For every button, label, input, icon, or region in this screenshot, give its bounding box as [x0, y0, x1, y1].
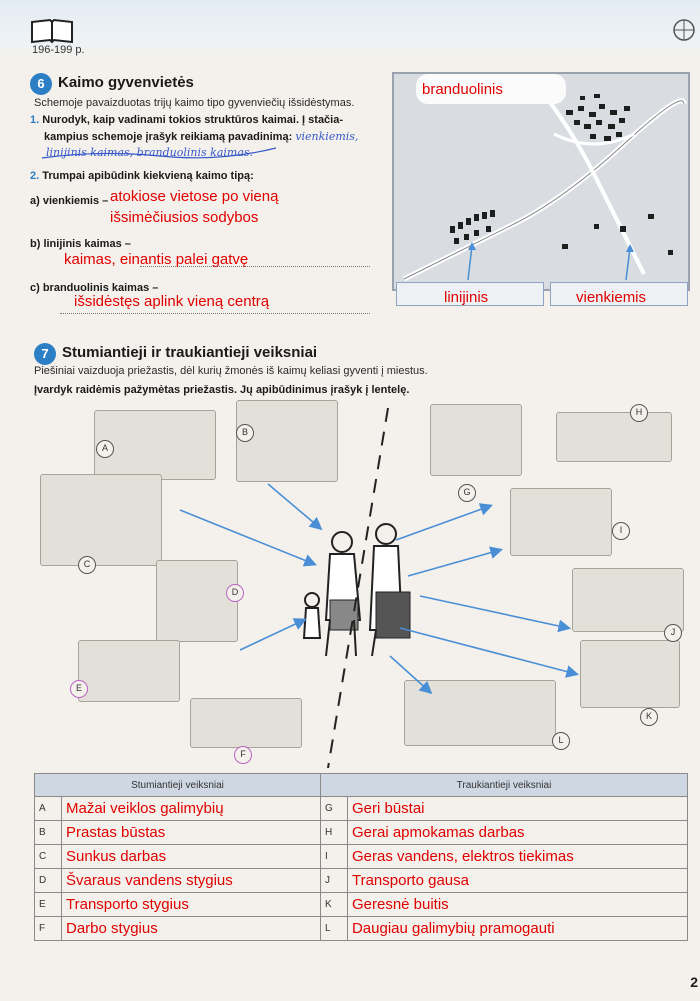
push-answer[interactable]: Darbo stygius — [62, 917, 321, 941]
section-6-number: 6 — [30, 73, 52, 95]
push-letter: E — [35, 893, 62, 917]
item-b-label: b) linijinis kaimas – — [30, 238, 131, 250]
pull-answer[interactable]: Geresnė buitis — [347, 893, 687, 917]
push-answer[interactable]: Mažai veiklos galimybių — [62, 797, 321, 821]
table-row — [35, 845, 688, 869]
task-1-handwriting-2: linijinis kaimas, branduolinis kaimas. — [46, 146, 254, 159]
section-7-task: Įvardyk raidėmis pažymėtas priežastis. Jų apibūdinimus įrašyk į lentelę. — [34, 384, 410, 396]
pull-answer[interactable]: Geri būstai — [347, 797, 687, 821]
task-1-number: 1. — [30, 114, 40, 126]
pull-letter: H — [320, 821, 347, 845]
item-c-dotted-line — [60, 312, 370, 314]
globe-icon — [672, 16, 696, 44]
pull-answer[interactable]: Geras vandens, elektros tiekimas — [347, 845, 687, 869]
picture-letter-j: J — [664, 624, 682, 642]
pull-letter: J — [320, 869, 347, 893]
map-arrows — [400, 240, 690, 284]
table-row — [35, 797, 688, 821]
picture-letter-b: B — [236, 424, 254, 442]
table-row — [35, 893, 688, 917]
pull-factors-header: Traukiantieji veiksniai — [320, 774, 687, 797]
factors-table — [34, 773, 688, 941]
pull-answer[interactable]: Gerai apmokamas darbas — [347, 821, 687, 845]
task-2-text: Trumpai apibūdink kiekvieną kaimo tipą: — [42, 170, 254, 182]
blue-underline-scribble — [40, 140, 280, 162]
picture-letter-f: F — [234, 746, 252, 764]
push-answer[interactable]: Prastas būstas — [62, 821, 321, 845]
map-label-top: branduolinis — [422, 81, 503, 98]
pull-answer[interactable]: Daugiau galimybių pramogauti — [347, 917, 687, 941]
picture-letter-i: I — [612, 522, 630, 540]
push-letter: F — [35, 917, 62, 941]
push-letter: A — [35, 797, 62, 821]
pull-letter: I — [320, 845, 347, 869]
pull-letter: G — [320, 797, 347, 821]
task-1-line1: Nurodyk, kaip vadinami tokios struktūros kaimai. Į stačia- — [42, 114, 344, 126]
push-factors-header: Stumiantieji veiksniai — [35, 774, 321, 797]
picture-letter-g: G — [458, 484, 476, 502]
task-2 — [30, 170, 254, 182]
section-6-title: Kaimo gyvenvietės — [58, 74, 194, 91]
picture-letter-d: D — [226, 584, 244, 602]
picture-letter-l: L — [552, 732, 570, 750]
pull-letter: K — [320, 893, 347, 917]
picture-letter-k: K — [640, 708, 658, 726]
item-a-label: a) vienkiemis – — [30, 195, 109, 207]
table-row — [35, 917, 688, 941]
push-letter: C — [35, 845, 62, 869]
task-2-number: 2. — [30, 170, 40, 182]
nucleated-village-houses — [566, 94, 630, 141]
task-1-handwriting-1: vienkiemis, — [295, 130, 359, 143]
map-label-right: vienkiemis — [576, 289, 647, 306]
picture-letter-e: E — [70, 680, 88, 698]
task-1 — [30, 114, 390, 126]
table-row — [35, 821, 688, 845]
page-reference: 196-199 p. — [32, 44, 85, 56]
push-answer[interactable]: Sunkus darbas — [62, 845, 321, 869]
answer-a-line2: išsimėčiusios sodybos — [110, 209, 259, 226]
answer-c: išsidėstęs aplink vieną centrą — [74, 293, 270, 310]
picture-letter-h: H — [630, 404, 648, 422]
section-6-intro: Schemoje pavaizduotas trijų kaimo tipo gyvenviečių išsidėstymas. — [34, 97, 355, 109]
section-7-title: Stumiantieji ir traukiantieji veiksniai — [62, 344, 318, 361]
answer-b: kaimas, einantis palei gatvę — [64, 251, 249, 268]
picture-letter-c: C — [78, 556, 96, 574]
push-answer[interactable]: Transporto stygius — [62, 893, 321, 917]
answer-a-line1: atokiose vietose po vieną — [110, 188, 279, 205]
table-row — [35, 869, 688, 893]
book-icon — [30, 18, 74, 44]
push-letter: D — [35, 869, 62, 893]
top-banner — [0, 0, 700, 60]
item-c-label: c) branduolinis kaimas – — [30, 282, 159, 294]
push-answer[interactable]: Švaraus vandens stygius — [62, 869, 321, 893]
task-1-line2: kampius schemoje įrašyk reikiamą pavadinimą: — [44, 131, 293, 143]
pull-letter: L — [320, 917, 347, 941]
picture-letter-a: A — [96, 440, 114, 458]
pull-answer[interactable]: Transporto gausa — [347, 869, 687, 893]
page-number: 2 — [690, 974, 698, 990]
section-7-intro: Piešiniai vaizduoja priežastis, dėl kurių žmonės iš kaimų keliasi gyventi į miestus. — [34, 365, 428, 377]
push-letter: B — [35, 821, 62, 845]
map-label-left: linijinis — [444, 289, 489, 306]
section-7-number: 7 — [34, 343, 56, 365]
